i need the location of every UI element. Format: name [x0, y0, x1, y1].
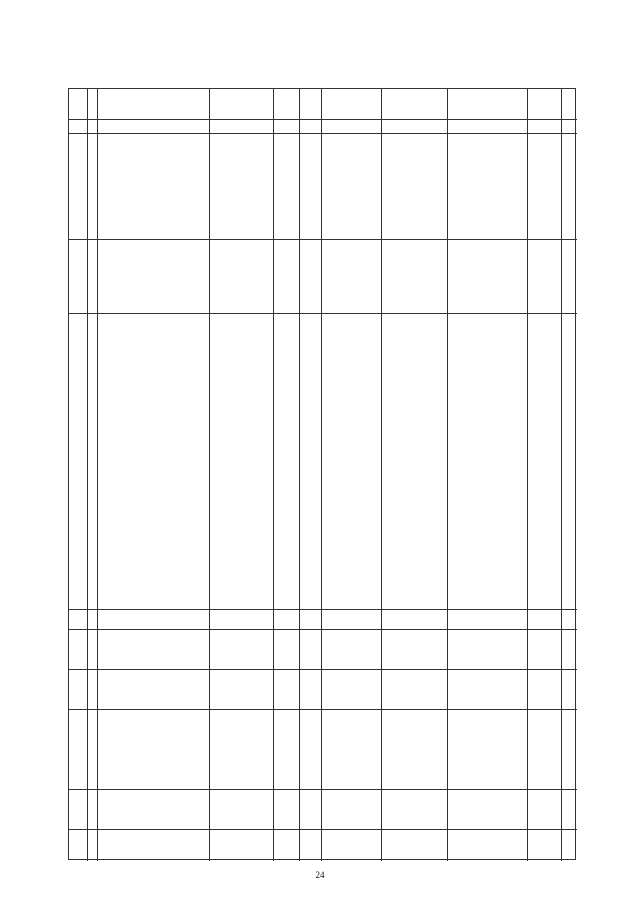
- table-column-divider: [209, 89, 210, 861]
- page-number: 24: [315, 870, 325, 880]
- table-column-divider: [321, 89, 322, 861]
- table-column-divider: [299, 89, 300, 861]
- table-column-divider: [527, 89, 528, 861]
- table-column-divider: [381, 89, 382, 861]
- table-column-divider: [97, 89, 98, 861]
- table-row-divider: [69, 789, 577, 790]
- table-row-divider: [69, 313, 577, 314]
- table-row-divider: [69, 669, 577, 670]
- table-column-divider: [87, 89, 88, 861]
- table-row-divider: [69, 629, 577, 630]
- table-column-divider: [273, 89, 274, 861]
- table-row-divider: [69, 709, 577, 710]
- table-row-divider: [69, 609, 577, 610]
- table-row-divider: [69, 829, 577, 830]
- program-table: [68, 88, 576, 860]
- table-column-divider: [561, 89, 562, 861]
- table-row-divider: [69, 133, 577, 134]
- table-row-divider: [69, 239, 577, 240]
- table-column-divider: [447, 89, 448, 861]
- table-row-divider: [69, 119, 577, 120]
